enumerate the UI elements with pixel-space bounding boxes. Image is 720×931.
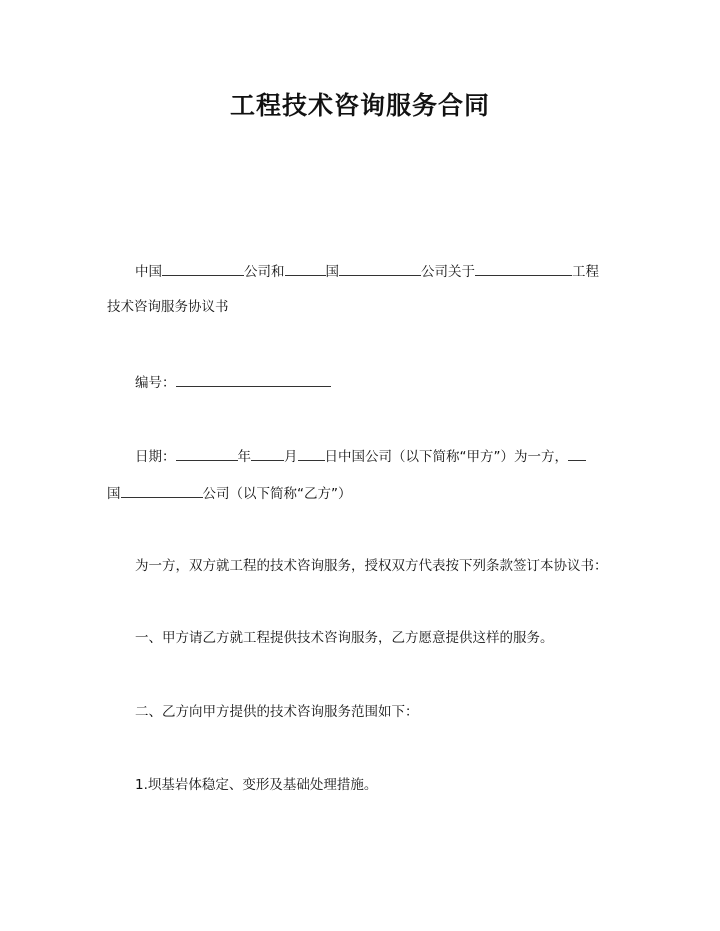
text-month: 月 [284,449,298,465]
document-title: 工程技术咨询服务合同 [229,91,490,120]
date-label: 日期： [135,449,176,465]
text-china: 中国 [135,264,162,280]
blank-company-a[interactable] [162,261,244,276]
blank-year[interactable] [176,446,238,461]
blank-project[interactable] [475,261,572,276]
text-country-b: 国 [107,486,121,502]
blank-company-b2[interactable] [121,483,203,498]
parties-paragraph: 为一方，双方就工程的技术咨询服务，授权双方代表按下列条款签订本协议书： [135,558,608,574]
clause-2: 二、乙方向甲方提供的技术咨询服务范围如下： [135,704,419,720]
blank-country-b[interactable] [568,446,586,461]
agreement-name: 技术咨询服务协议书 [107,299,229,315]
blank-number[interactable] [176,372,331,387]
number-label: 编号： [135,375,176,391]
blank-month[interactable] [251,446,284,461]
parties-line [135,261,599,281]
text-party-b: 公司（以下简称“乙方”） [202,486,352,502]
text-year: 年 [237,449,251,465]
clause-1: 一、甲方请乙方就工程提供技术咨询服务，乙方愿意提供这样的服务。 [135,630,554,646]
date-line [135,446,586,466]
blank-day[interactable] [298,446,325,461]
text-company-and: 公司和 [244,264,285,280]
number-line [135,372,331,392]
text-party-a: 日中国公司（以下简称“甲方”）为一方， [324,449,568,465]
text-country: 国 [325,264,339,280]
scope-item-1: 1.坝基岩体稳定、变形及基础处理措施。 [135,777,378,793]
text-company-about: 公司关于 [421,264,475,280]
party-b-line [107,483,352,503]
blank-company-b[interactable] [339,261,421,276]
text-engineering: 工程 [572,264,599,280]
blank-country[interactable] [285,261,326,276]
